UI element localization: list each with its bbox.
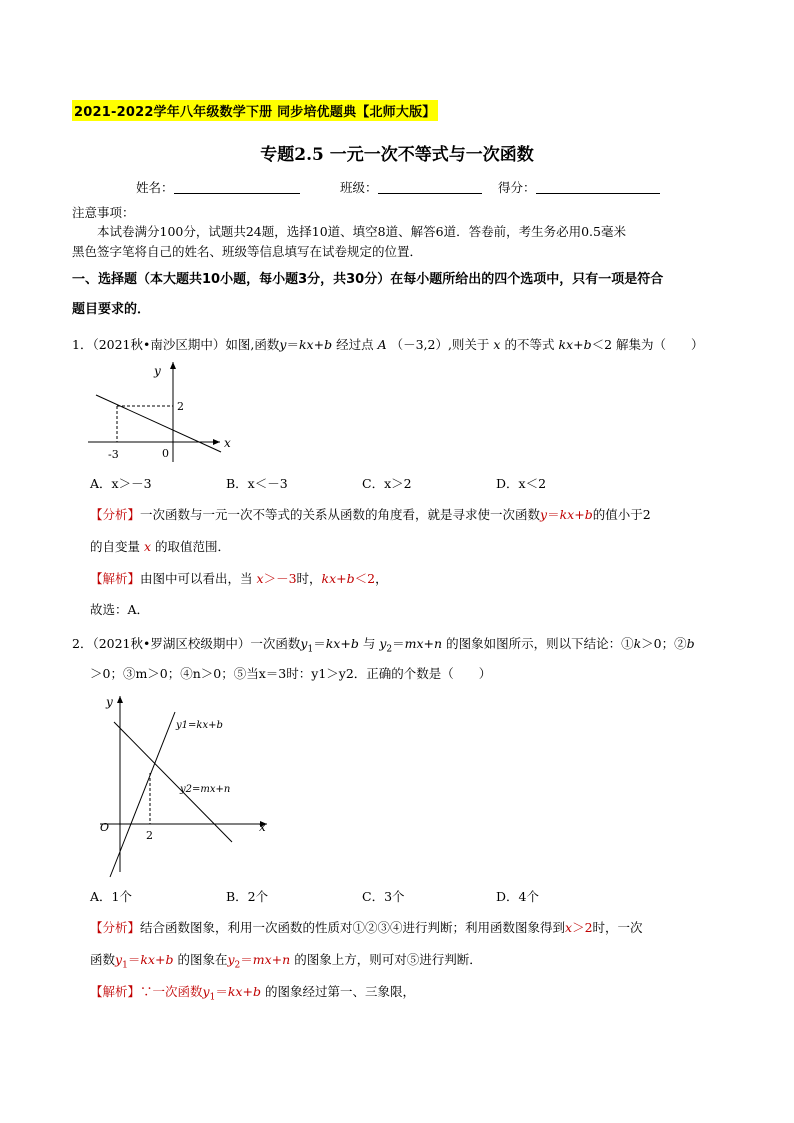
q2-stem-line-1: 2．（2021秋•罗湖区校级期中）一次函数$y_1=kx+b$ 与 $y_2=mx+n$ 的图象如图所示，则以下结论：①k＞0；②b <box>72 636 695 655</box>
series-banner: 2021-2022学年八年级数学下册 同步培优题典【北师大版】 <box>72 100 438 121</box>
name-field[interactable] <box>136 178 300 196</box>
q1-origin: 0 <box>162 447 169 460</box>
q1-tick-2: 2 <box>177 400 184 413</box>
q1-stem: 1．（2021秋•南沙区期中）如图,函数y＝kx+b 经过点 A （－3,2）,则关于 x 的不等式 kx+b＜2 解集为（ ） <box>72 337 704 352</box>
q2-y-label: y <box>106 695 113 709</box>
q1-option-d[interactable]: D．x＜2 <box>496 476 547 491</box>
q1-answer: 故选：A． <box>90 602 150 617</box>
q2-option-d[interactable]: D．4个 <box>496 889 539 904</box>
q1-solution: 【解析】由图中可以看出，当 x＞－3时，kx+b＜2， <box>90 571 388 586</box>
q1-option-c[interactable]: C．x＞2 <box>362 476 412 491</box>
q2-option-a[interactable]: A．1个 <box>90 889 132 904</box>
q2-tick-2: 2 <box>146 829 153 842</box>
q2-stem-line-2: ＞0；③m＞0；④n＞0；⑤当x＝3时：y1＞y2．正确的个数是（ ） <box>90 666 492 681</box>
q1-function-line <box>96 395 221 452</box>
q1-analysis: 【分析】一次函数与一元一次不等式的关系从函数的角度看，就是寻求使一次函数y＝kx+b的值小于2 <box>90 507 651 522</box>
page-title: 专题2.5 一元一次不等式与一次函数 <box>260 145 534 165</box>
notice-line-1: 本试卷满分100分，试题共24题，选择10道、填空8道、解答6道．答卷前，考生务必用0.5毫米 <box>97 224 626 239</box>
q1-y-label: y <box>154 364 161 378</box>
q2-label-y1: y1=kx+b <box>176 720 223 731</box>
q1-y-arrow <box>170 362 176 369</box>
class-field[interactable] <box>340 178 482 196</box>
q2-option-b[interactable]: B．2个 <box>226 889 269 904</box>
q2-y-arrow <box>117 696 123 703</box>
q1-x-label: x <box>224 436 231 450</box>
q1-analysis-cont: 的自变量 x 的取值范围． <box>90 539 231 554</box>
name-label: 姓名： <box>136 180 174 195</box>
q1-graph <box>88 360 238 465</box>
section-heading-line-2: 题目要求的． <box>72 302 151 317</box>
q1-x-arrow <box>213 439 220 445</box>
section-heading-line-1: 一、选择题（本大题共10小题，每小题3分，共30分）在每小题所给出的四个选项中，只有一项是符合 <box>72 272 664 287</box>
q1-option-b[interactable]: B．x＜－3 <box>226 476 288 491</box>
q2-option-c[interactable]: C．3个 <box>362 889 405 904</box>
q1-tick-neg3: -3 <box>108 448 119 461</box>
q1-option-a[interactable]: A．x＞－3 <box>90 476 152 491</box>
q2-origin: O <box>100 821 110 834</box>
q2-label-y2: y2=mx+n <box>180 784 231 795</box>
score-field[interactable] <box>498 178 660 196</box>
q2-analysis-cont: 函数$y_1=kx+b$ 的图象在$y_2=mx+n$ 的图象上方，则可对⑤进行判断． <box>90 952 482 971</box>
q2-graph <box>92 692 282 882</box>
notice-heading: 注意事项： <box>72 205 135 220</box>
class-label: 班级： <box>340 180 378 195</box>
score-label: 得分： <box>498 180 536 195</box>
q2-x-label: x <box>259 820 266 834</box>
notice-line-2: 黑色签字笔将自己的姓名、班级等信息填写在试卷规定的位置． <box>72 244 423 259</box>
q2-analysis: 【分析】结合函数图象，利用一次函数的性质对①②③④进行判断；利用函数图象得到x＞2时，一次 <box>90 920 643 935</box>
q2-solution: 【解析】∵一次函数$y_1=kx+b$ 的图象经过第一、三象限， <box>90 984 415 1003</box>
